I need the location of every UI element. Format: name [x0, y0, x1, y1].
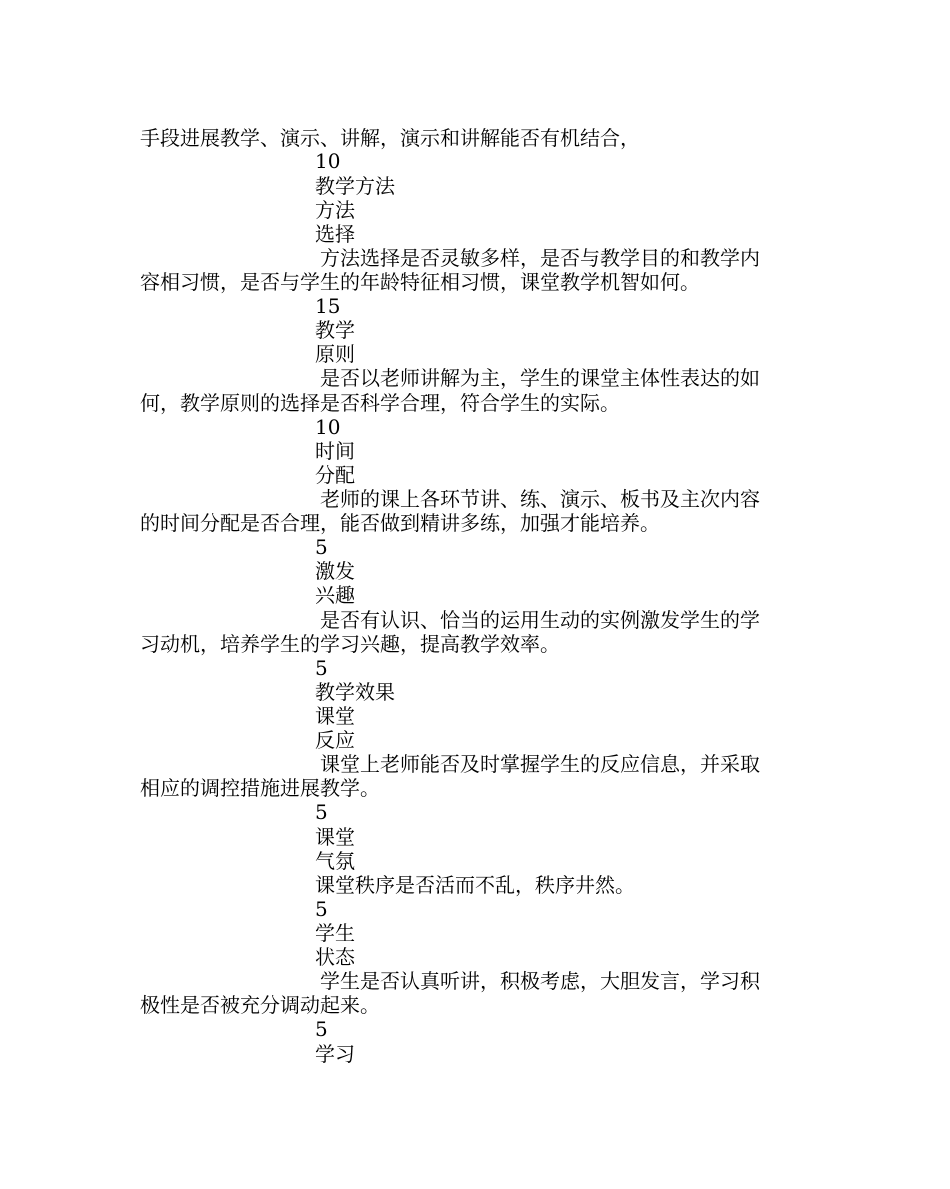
category-label: 教学效果 — [315, 680, 395, 704]
intro-text-line: 手段进展教学、演示、讲解，演示和讲解能否有机结合， — [140, 126, 640, 150]
criteria-text-line: 是否有认识、恰当的运用生动的实例激发学生的学 — [320, 608, 760, 632]
criteria-text-line: 方法选择是否灵敏多样，是否与教学目的和教学内 — [320, 246, 760, 270]
score-value: 10 — [315, 415, 341, 439]
item-label: 课堂 — [315, 825, 355, 849]
criteria-text-line: 何，教学原则的选择是否科学合理，符合学生的实际。 — [140, 391, 620, 415]
criteria-text-line: 课堂上老师能否及时掌握学生的反应信息，并采取 — [320, 752, 760, 776]
item-label: 课堂 — [315, 704, 355, 728]
score-value: 5 — [315, 656, 328, 680]
item-label: 方法 — [315, 198, 355, 222]
score-value: 5 — [315, 897, 328, 921]
item-label: 选择 — [315, 222, 355, 246]
item-label: 原则 — [315, 342, 355, 366]
item-label: 气氛 — [315, 849, 355, 873]
criteria-text-line: 的时间分配是否合理，能否做到精讲多练，加强才能培养。 — [140, 511, 660, 535]
item-label: 兴趣 — [315, 583, 355, 607]
criteria-text-line: 相应的调控措施进展教学。 — [140, 776, 380, 800]
score-value: 15 — [315, 294, 341, 318]
criteria-text-line: 习动机，培养学生的学习兴趣，提高教学效率。 — [140, 632, 560, 656]
score-value: 10 — [315, 149, 341, 173]
criteria-text-line: 学生是否认真听讲，积极考虑，大胆发言，学习积 — [320, 969, 760, 993]
item-label: 时间 — [315, 439, 355, 463]
item-label: 学习 — [315, 1042, 355, 1066]
item-label: 分配 — [315, 463, 355, 487]
criteria-text-line: 容相习惯，是否与学生的年龄特征相习惯，课堂教学机智如何。 — [140, 270, 700, 294]
item-label: 状态 — [315, 945, 355, 969]
criteria-text-line: 课堂秩序是否活而不乱，秩序井然。 — [315, 873, 635, 897]
score-value: 5 — [315, 1017, 328, 1041]
score-value: 5 — [315, 535, 328, 559]
item-label: 激发 — [315, 559, 355, 583]
score-value: 5 — [315, 800, 328, 824]
item-label: 反应 — [315, 728, 355, 752]
category-label: 教学方法 — [315, 174, 395, 198]
criteria-text-line: 极性是否被充分调动起来。 — [140, 993, 380, 1017]
criteria-text-line: 老师的课上各环节讲、练、演示、板书及主次内容 — [320, 487, 760, 511]
item-label: 教学 — [315, 318, 355, 342]
criteria-text-line: 是否以老师讲解为主，学生的课堂主体性表达的如 — [320, 366, 760, 390]
item-label: 学生 — [315, 921, 355, 945]
